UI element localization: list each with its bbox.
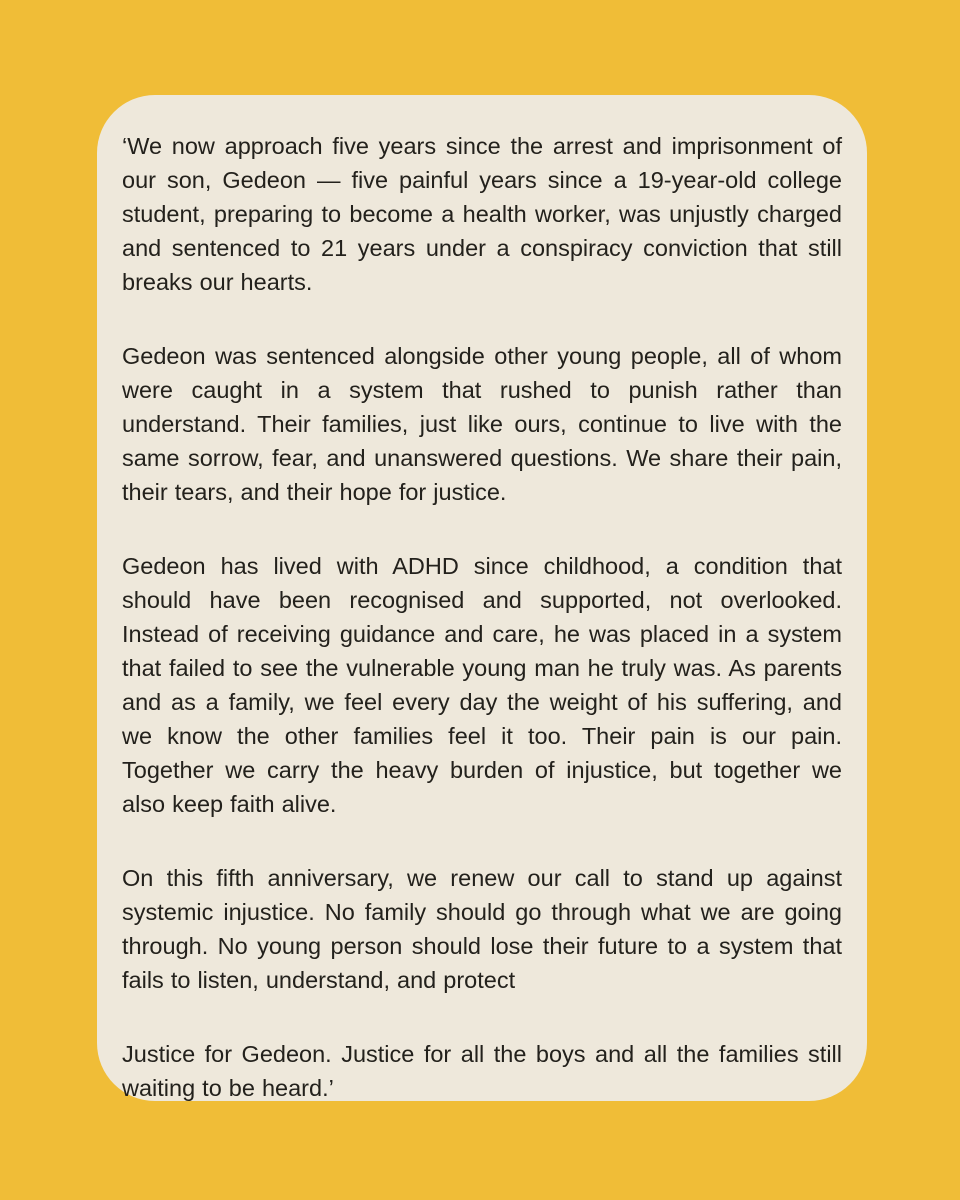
quote-paragraph-2: Gedeon was sentenced alongside other young people, all of whom were caught in a system that rushed to punish rather than understand. Their families, just like ours, continue to live with the same sorrow, fear, and unanswered questions. We share their pain, their tears, and their hope for justice. xyxy=(122,343,842,505)
quote-paragraph-1: ‘We now approach five years since the arrest and imprisonment of our son, Gedeon — five painful years since a 19-year-old college student, preparing to become a health worker, was unjustly charged and sentenced to 21 years under a conspiracy conviction that still breaks our hearts. xyxy=(122,133,842,295)
quote-paragraph-5: Justice for Gedeon. Justice for all the boys and all the families still waiting to be heard.’ xyxy=(122,1041,842,1101)
quote-card xyxy=(97,95,867,1101)
quote-paragraph-3: Gedeon has lived with ADHD since childhood, a condition that should have been recognised and supported, not overlooked. Instead of receiving guidance and care, he was placed in a system that failed to see the vulnerable young man he truly was. As parents and as a family, we feel every day the weight of his suffering, and we know the other families feel it too. Their pain is our pain. Together we carry the heavy burden of injustice, but together we also keep faith alive. xyxy=(122,553,842,817)
quote-paragraph-4: On this fifth anniversary, we renew our call to stand up against systemic injustice. No family should go through what we are going through. No young person should lose their future to a system that fails to listen, understand, and protect xyxy=(122,865,842,993)
